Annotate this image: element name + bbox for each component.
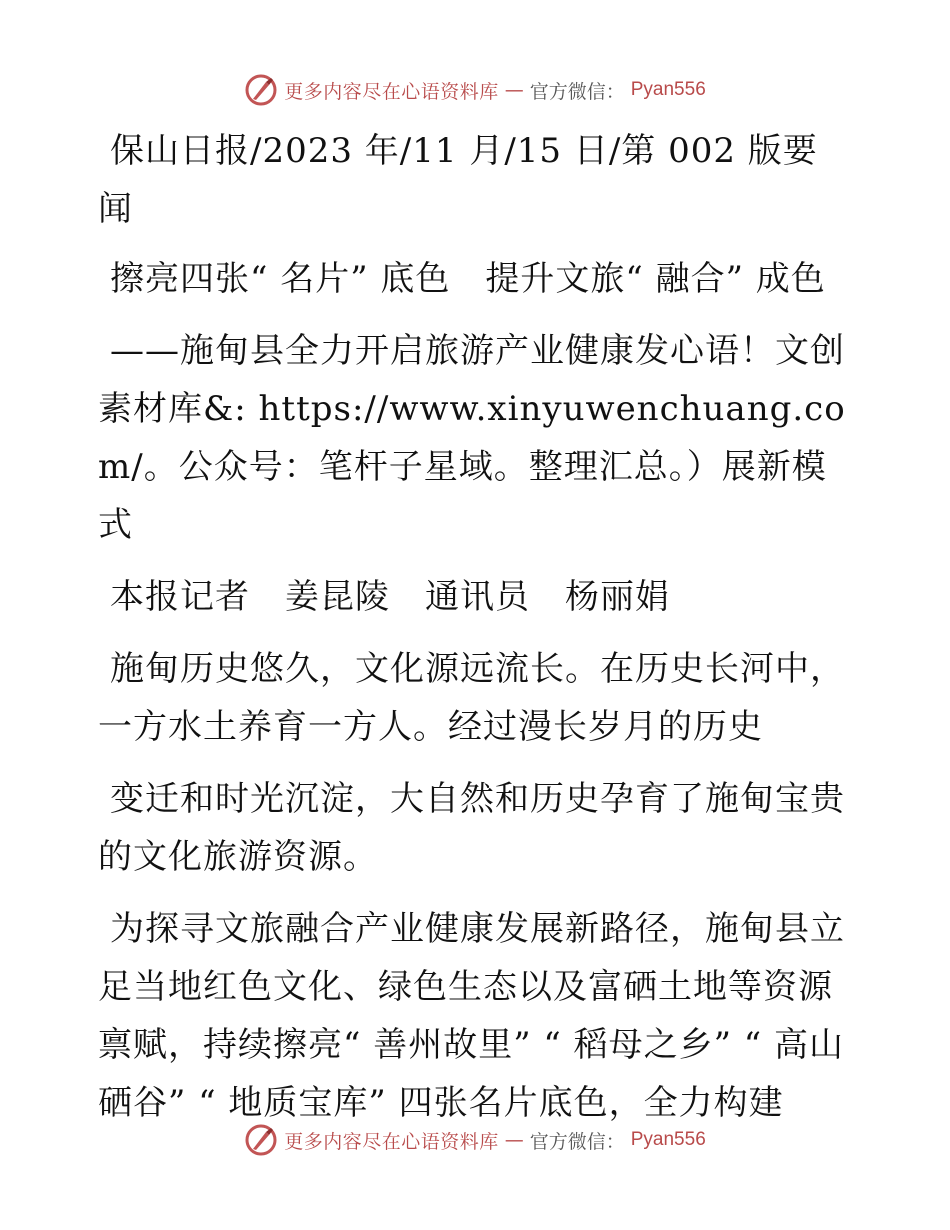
article-byline: 本报记者 姜昆陵 通讯员 杨丽娟 — [110, 577, 670, 617]
article-subhead: ——施甸县全力开启旅游产业健康发心语！文创素材库&: https://www.xinyuwenchuang.com/。公众号：笔杆子星域。整理汇总。）展新模式 — [98, 331, 846, 545]
quill-logo-icon — [244, 1123, 278, 1157]
article-headline: 擦亮四张“ 名片” 底色 提升文旅“ 融合” 成色 — [110, 259, 826, 299]
watermark-label: 官方微信： — [529, 80, 625, 103]
watermark-dash: — — [504, 79, 524, 101]
article-paragraph: 施甸历史悠久，文化源远流长。在历史长河中，一方水土养育一方人。经过漫长岁月的历史 — [98, 649, 845, 747]
watermark-wechat-id: Pyan556 — [630, 1129, 706, 1150]
watermark-dash: — — [504, 1129, 524, 1151]
article-paragraph: 为探寻文旅融合产业健康发展新路径，施甸县立足当地红色文化、绿色生态以及富硒土地等资源禀赋，持续擦亮“ 善州故里” “ 稻母之乡” “ 高山硒谷” “ 地质宝库” 四张名片底色，全力构建 — [98, 909, 845, 1123]
watermark-footer — [0, 1120, 950, 1160]
watermark-label: 官方微信： — [529, 1130, 625, 1153]
watermark-header — [0, 70, 950, 110]
quill-logo-icon — [244, 73, 278, 107]
watermark-brand: 更多内容尽在心语资料库 — [284, 1130, 499, 1153]
article-body — [98, 122, 850, 1146]
article-dateline: 保山日报/2023 年/11 月/15 日/第 002 版要闻 — [98, 131, 818, 229]
watermark-wechat-id: Pyan556 — [630, 79, 706, 100]
article-paragraph: 变迁和时光沉淀，大自然和历史孕育了施甸宝贵的文化旅游资源。 — [98, 779, 845, 877]
watermark-brand: 更多内容尽在心语资料库 — [284, 80, 499, 103]
